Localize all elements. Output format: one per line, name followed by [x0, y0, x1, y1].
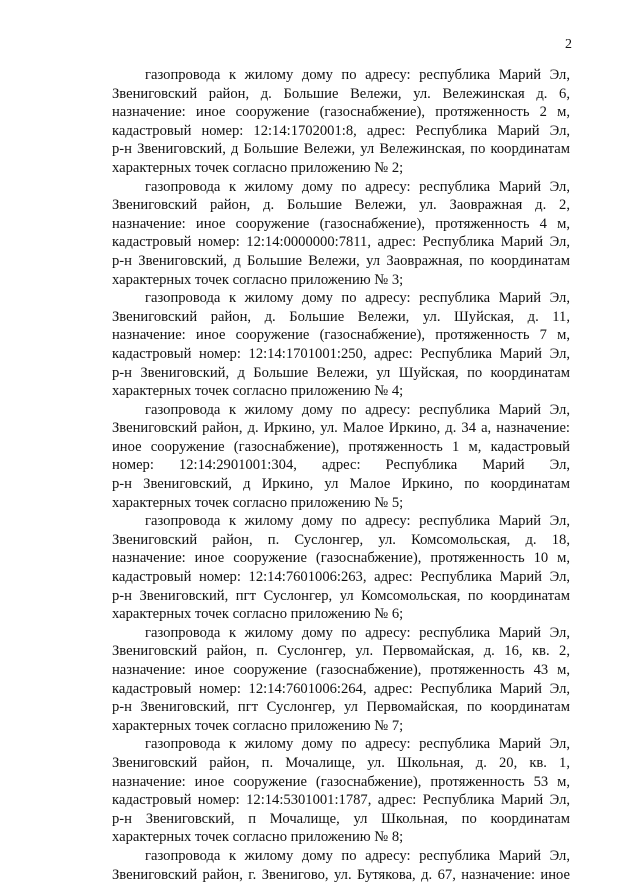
text-line: назначение: иное сооружение (газоснабжение), протяженность 4 м, — [112, 215, 570, 232]
text-line: Звениговский район, д. Иркино, ул. Малое Иркино, д. 34 а, назначение: — [112, 420, 570, 437]
paragraph — [112, 624, 570, 736]
text-line: назначение: иное сооружение (газоснабжение), протяженность 7 м, — [112, 327, 570, 344]
text-line: характерных точек согласно приложению № 5; — [112, 494, 404, 511]
text-line: газопровода к жилому дому по адресу: республика Марий Эл, — [145, 624, 570, 641]
paragraph — [112, 735, 570, 847]
text-line: кадастровый номер: 12:14:1702001:8, адрес: Республика Марий Эл, — [112, 122, 570, 139]
text-line: р-н Звениговский, д Иркино, ул Малое Иркино, по координатам — [112, 476, 570, 493]
text-line: р-н Звениговский, д Большие Вележи, ул Заовражная, по координатам — [112, 252, 570, 269]
text-line: назначение: иное сооружение (газоснабжение), протяженность 43 м, — [112, 662, 570, 678]
text-line: назначение: иное сооружение (газоснабжение), протяженность 10 м, — [112, 550, 570, 567]
text-line: р-н Звениговский, п Мочалище, ул Школьная, по координатам — [112, 810, 570, 827]
text-line: р-н Звениговский, д Большие Вележи, ул Вележинская, по координатам — [112, 141, 570, 158]
text-line: газопровода к жилому дому по адресу: республика Марий Эл, — [145, 736, 570, 753]
text-line: Звениговский район, п. Суслонгер, ул. Комсомольская, д. 18, — [112, 531, 570, 548]
text-line: кадастровый номер: 12:14:0000000:7811, адрес: Республика Марий Эл, — [112, 234, 570, 251]
text-line: назначение: иное сооружение (газоснабжение), протяженность 53 м, — [112, 773, 570, 790]
text-line: Звениговский район, г. Звенигово, ул. Бутякова, д. 67, назначение: иное — [112, 866, 570, 883]
paragraph — [112, 847, 570, 884]
document-body — [112, 66, 570, 884]
paragraph — [112, 401, 570, 513]
text-line: характерных точек согласно приложению № 8; — [112, 829, 404, 846]
paragraph — [112, 178, 570, 290]
text-line: назначение: иное сооружение (газоснабжение), протяженность 2 м, — [112, 104, 570, 121]
text-line: характерных точек согласно приложению № 2; — [112, 159, 404, 176]
text-line: кадастровый номер: 12:14:7601006:264, адрес: Республика Марий Эл, — [112, 680, 570, 697]
text-line: Звениговский район, п. Суслонгер, ул. Первомайская, д. 16, кв. 2, — [112, 643, 570, 660]
text-line: характерных точек согласно приложению № 7; — [112, 717, 404, 734]
paragraph — [112, 66, 570, 178]
text-line: Звениговский район, д. Большие Вележи, ул. Вележинская д. 6, — [112, 85, 570, 102]
text-line: газопровода к жилому дому по адресу: республика Марий Эл, — [145, 401, 570, 418]
text-line: Звениговский район, д. Большие Вележи, ул. Шуйская, д. 11, — [112, 308, 570, 325]
text-line: характерных точек согласно приложению № 3; — [112, 271, 404, 288]
text-line: иное сооружение (газоснабжение), протяженность 1 м, кадастровый — [112, 438, 570, 455]
text-line: Звениговский район, д. Большие Вележи, ул. Заовражная д. 2, — [112, 197, 570, 214]
text-line: кадастровый номер: 12:14:7601006:263, адрес: Республика Марий Эл, — [112, 569, 570, 586]
text-line: кадастровый номер: 12:14:5301001:1787, адрес: Республика Марий Эл, — [112, 792, 570, 809]
text-line: газопровода к жилому дому по адресу: республика Марий Эл, — [145, 513, 570, 530]
text-line: газопровода к жилому дому по адресу: республика Марий Эл, — [145, 847, 570, 864]
text-line: газопровода к жилому дому по адресу: республика Марий Эл, — [145, 67, 570, 83]
text-line: номер: 12:14:2901001:304, адрес: Республика Марий Эл, — [112, 457, 570, 474]
text-line: Звениговский район, п. Мочалище, ул. Школьная, д. 20, кв. 1, — [112, 754, 570, 771]
page-number: 2 — [565, 37, 572, 52]
text-line: р-н Звениговский, пгт Суслонгер, ул Первомайская, по координатам — [112, 699, 570, 716]
text-line: кадастровый номер: 12:14:1701001:250, адрес: Республика Марий Эл, — [112, 345, 570, 362]
text-line: р-н Звениговский, пгт Суслонгер, ул Комсомольская, по координатам — [112, 587, 570, 604]
paragraph — [112, 289, 570, 401]
text-line: газопровода к жилому дому по адресу: республика Марий Эл, — [145, 178, 570, 195]
text-line: газопровода к жилому дому по адресу: республика Марий Эл, — [145, 290, 570, 307]
paragraph — [112, 512, 570, 624]
text-line: характерных точек согласно приложению № 4; — [112, 383, 404, 400]
text-line: р-н Звениговский, д Большие Вележи, ул Шуйская, по координатам — [112, 364, 570, 381]
text-line: характерных точек согласно приложению № 6; — [112, 606, 404, 623]
